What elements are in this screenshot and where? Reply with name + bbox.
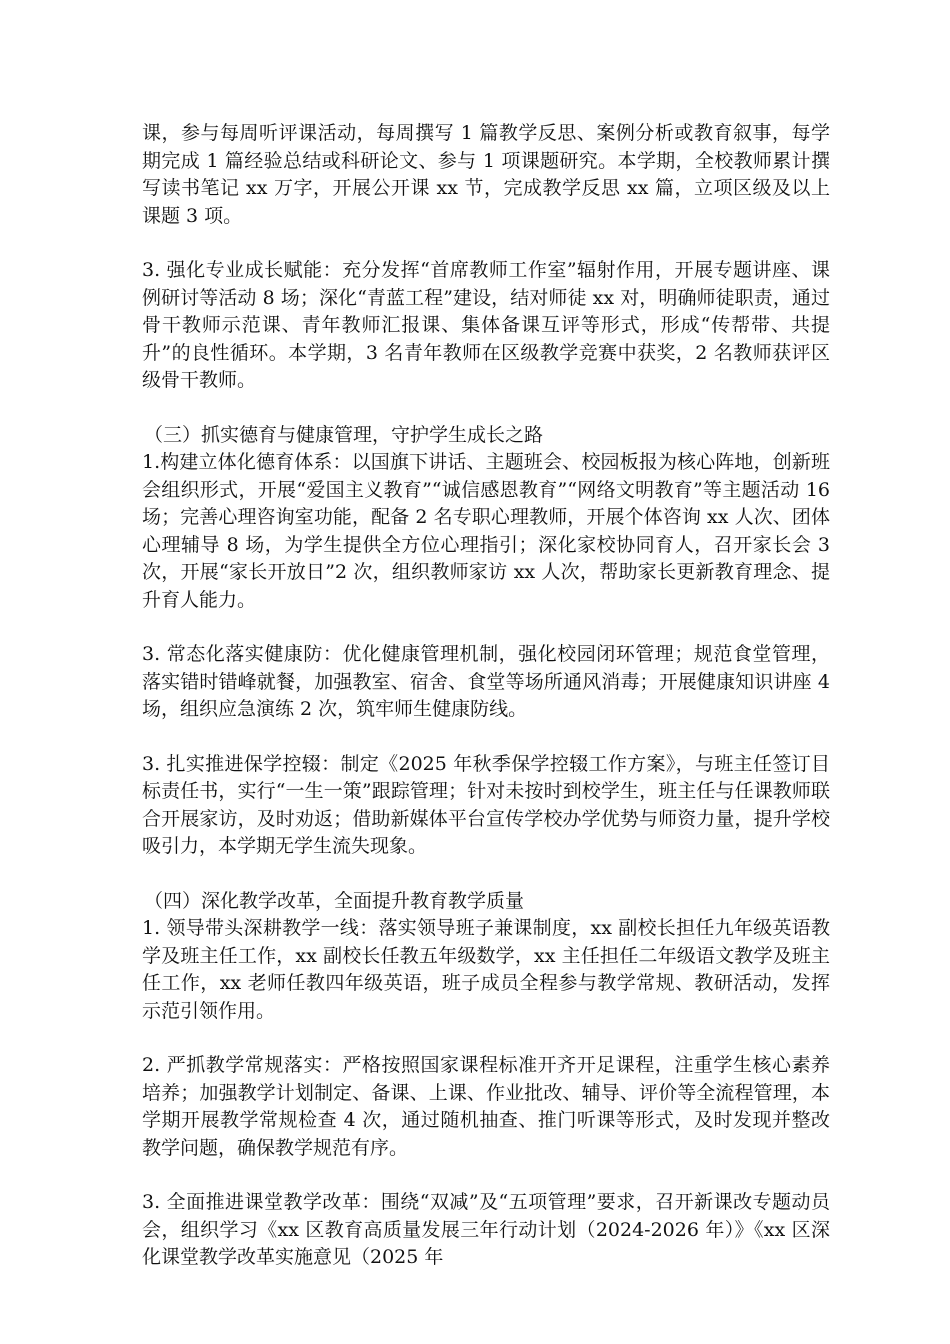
paragraph-professional-growth: 3. 强化专业成长赋能：充分发挥“首席教师工作室”辐射作用，开展专题讲座、课例研讨等活动 8 场；深化“青蓝工程”建设，结对师徒 xx 对，明确师徒职责，通过骨干教师示范课、青年教师汇报课、集体备课互评等形式，形成“传帮带、共提升”的良性循环。本学期，3 名青年教师在区级教学竞赛中获奖，2 名教师获评区级骨干教师。	[142, 259, 830, 391]
document-body	[142, 120, 830, 1272]
section-heading-moral-health: （三）抓实德育与健康管理，守护学生成长之路	[144, 423, 544, 446]
paragraph-dropout-control: 3. 扎实推进保学控辍：制定《2025 年秋季保学控辍工作方案》，与班主任签订目标责任书，实行“一生一策”跟踪管理；针对未按时到校学生，班主任与任课教师联合开展家访，及时劝返；借助新媒体平台宣传学校办学优势与师资力量，提升学校吸引力，本学期无学生流失现象。	[142, 752, 830, 857]
paragraph-moral-education: 1.构建立体化德育体系：以国旗下讲话、主题班会、校园板报为核心阵地，创新班会组织形式，开展“爱国主义教育”“诚信感恩教育”“网络文明教育”等主题活动 16 场；完善心理咨询室功能，配备 2 名专职心理教师，开展个体咨询 xx 人次、团体心理辅导 8 场，为学生提供全方位心理指引；深化家校协同育人，召开家长会 3 次，开展“家长开放日”2 次，组织教师家访 xx 人次，帮助家长更新教育理念、提升育人能力。	[142, 451, 830, 611]
paragraph-gap	[142, 1162, 830, 1189]
section-heading-teaching-reform: （四）深化教学改革，全面提升教育教学质量	[144, 889, 525, 912]
paragraph-classroom-reform: 3. 全面推进课堂教学改革：围绕“双减”及“五项管理”要求，召开新课改专题动员会，组织学习《xx 区教育高质量发展三年行动计划（2024-2026 年）》《xx 区深化课堂教学改革实施意见（2025 年	[142, 1191, 830, 1268]
paragraph-gap	[142, 230, 830, 257]
paragraph-gap	[142, 861, 830, 888]
paragraph-teaching-routine: 2. 严抓教学常规落实：严格按照国家课程标准开齐开足课程，注重学生核心素养培养；加强教学计划制定、备课、上课、作业批改、辅导、评价等全流程管理，本学期开展教学常规检查 4 次，通过随机抽查、推门听课等形式，及时发现并整改教学问题，确保教学规范有序。	[142, 1054, 830, 1159]
paragraph-gap	[142, 1025, 830, 1052]
paragraph-health-prevention: 3. 常态化落实健康防：优化健康管理机制，强化校园闭环管理；规范食堂管理，落实错时错峰就餐，加强教室、宿舍、食堂等场所通风消毒；开展健康知识讲座 4 场，组织应急演练 2 次，筑牢师生健康防线。	[142, 643, 830, 720]
paragraph-gap	[142, 724, 830, 751]
paragraph-gap	[142, 614, 830, 641]
paragraph-teacher-research: 课，参与每周听评课活动，每周撰写 1 篇教学反思、案例分析或教育叙事，每学期完成 1 篇经验总结或科研论文、参与 1 项课题研究。本学期，全校教师累计撰写读书笔记 xx 万字，开展公开课 xx 节，完成教学反思 xx 篇，立项区级及以上课题 3 项。	[142, 122, 830, 227]
paragraph-leadership-teaching: 1. 领导带头深耕教学一线：落实领导班子兼课制度，xx 副校长担任九年级英语教学及班主任工作，xx 副校长任教五年级数学，xx 主任担任二年级语文教学及班主任工作，xx 老师任教四年级英语，班子成员全程参与教学常规、教研活动，发挥示范引领作用。	[142, 917, 830, 1022]
paragraph-gap	[142, 395, 830, 422]
